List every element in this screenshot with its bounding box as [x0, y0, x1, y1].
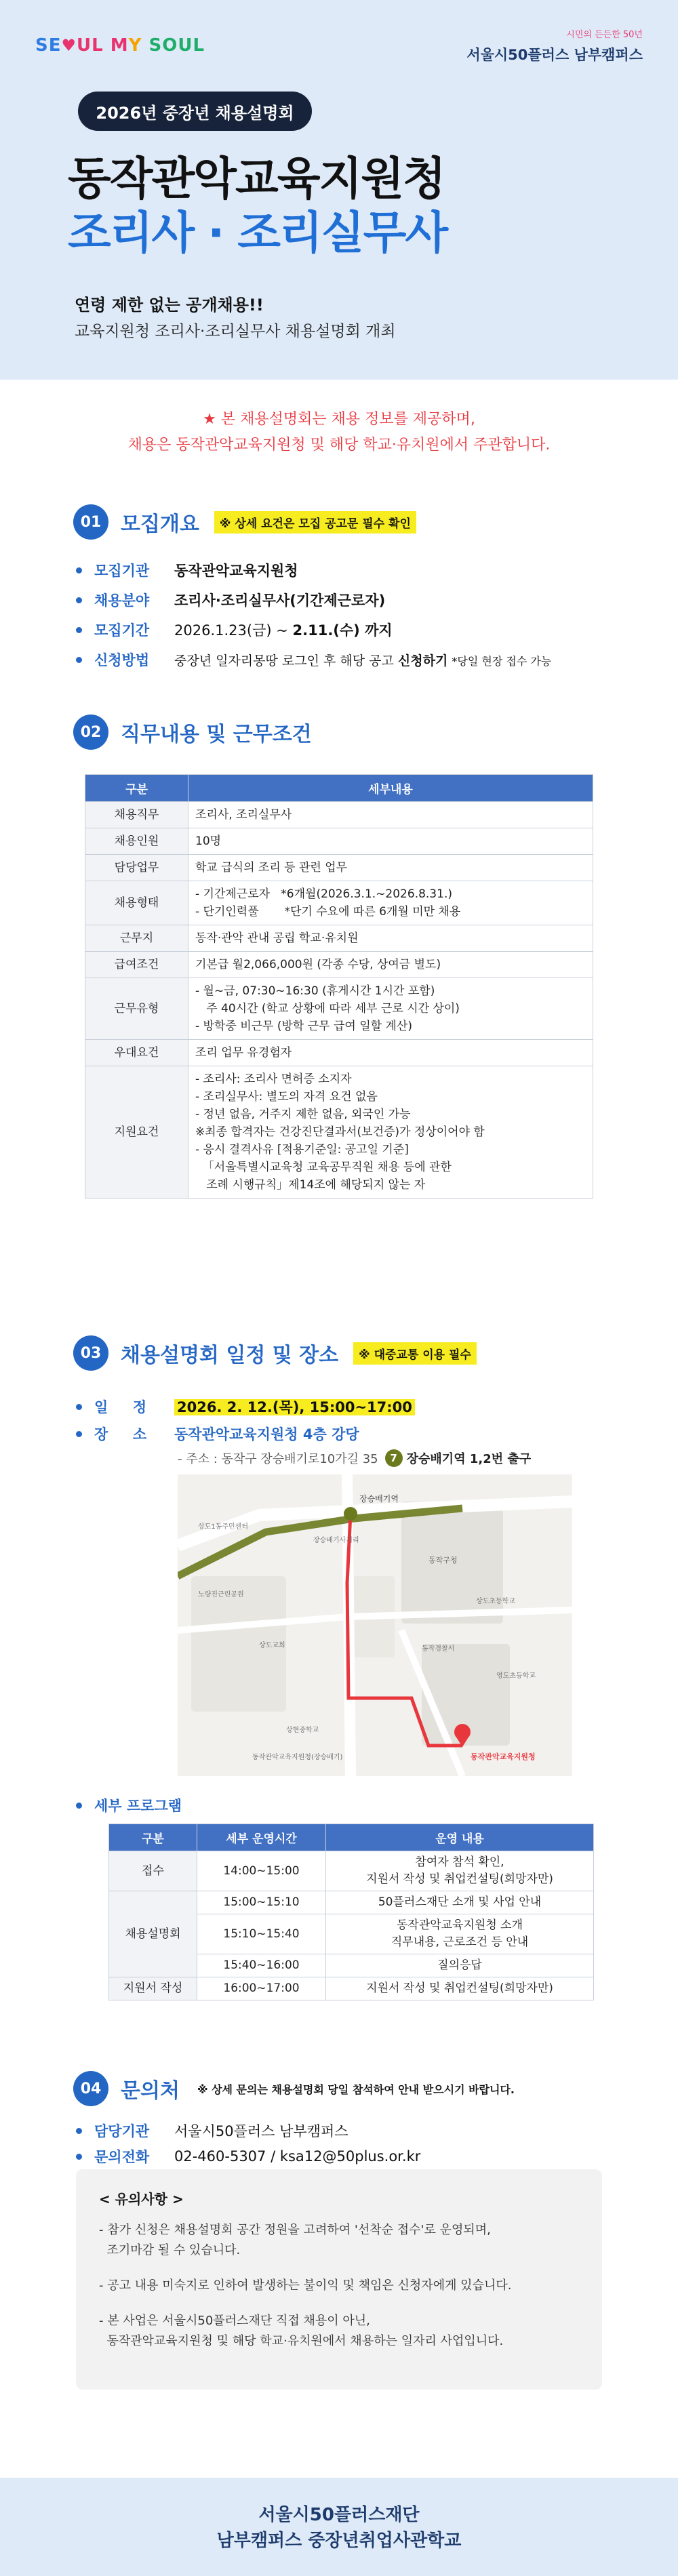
section-note: ※ 상세 문의는 채용설명회 당일 참석하여 안내 받으시기 바랍니다. — [197, 2082, 515, 2096]
bullet-icon — [76, 1431, 82, 1437]
program-desc — [326, 1851, 594, 1891]
row-value-line: - 기간제근로자 *6개월(2026.3.1.~2026.8.31.) — [195, 887, 452, 901]
row-value — [188, 952, 593, 978]
section-number: 03 — [73, 1335, 108, 1371]
footer-line: 서울시50플러스재단 — [258, 2505, 420, 2525]
row-value-line: 학교 급식의 조리 등 관련 업무 — [195, 861, 348, 874]
row-value-line: 조례 시행규칙」제14조에 해당되지 않는 자 — [195, 1178, 426, 1192]
info-row: 채용분야 조리사·조리실무사(기간제근로자) — [76, 590, 385, 610]
info-row: 모집기관 동작관악교육지원청 — [76, 560, 298, 580]
map-label: 상도초등학교 — [476, 1598, 515, 1605]
program-desc-line: 참여자 참석 확인, — [415, 1855, 504, 1869]
map-label: 동작구청 — [428, 1556, 458, 1565]
heart-icon: ♥ — [61, 36, 77, 55]
org-logo — [466, 27, 643, 64]
row-label: 담당업무 — [85, 855, 188, 881]
section-note: ※ 대중교통 이용 필수 — [353, 1342, 477, 1365]
table-header: 세부내용 — [188, 775, 593, 802]
info-row: 장 소 동작관악교육지원청 4층 강당 — [76, 1424, 359, 1444]
section-02-header — [73, 715, 312, 750]
lead-headline: 연령 제한 없는 공개채용!! — [75, 296, 264, 315]
map-label: 노량진근린공원 — [198, 1591, 244, 1598]
map-label: 동작관악교육지원청(장승배기) — [252, 1754, 343, 1761]
table-header: 구분 — [85, 775, 188, 802]
row-value-line: - 조리사: 조리사 면허증 소지자 — [195, 1072, 352, 1086]
program-desc-line: 동작관악교육지원청 소개 — [396, 1918, 523, 1932]
address-row: - 주소 : 동작구 장승배기로10가길 35 7 장승배기역 1,2번 출구 — [178, 1449, 531, 1467]
map-graphic — [178, 1474, 572, 1776]
row-value — [188, 802, 593, 828]
map-station-label: 장승배기역 — [359, 1494, 399, 1504]
map-label: 동작경찰서 — [422, 1645, 455, 1653]
row-value-line: ※최종 합격자는 건강진단결과서(보건증)가 정상이어야 함 — [195, 1125, 485, 1139]
subway-line-7-icon: 7 — [385, 1449, 403, 1467]
section-number: 01 — [73, 504, 108, 540]
program-table — [108, 1824, 594, 2000]
hero-banner — [0, 0, 678, 380]
row-value-line: - 월~금, 07:30~16:30 (휴게시간 1시간 포함) — [195, 984, 435, 998]
page-subtitle: 조리사 · 조리실무사 — [68, 207, 447, 259]
table-row — [85, 802, 593, 828]
program-time: 15:40~16:00 — [197, 1954, 326, 1977]
program-desc-line: 지원서 작성 및 취업컨설팅(희망자만) — [366, 1872, 553, 1886]
bullet-icon — [76, 2128, 82, 2134]
row-label: 채용인원 — [85, 828, 188, 855]
program-category: 채용설명회 — [109, 1891, 197, 1977]
program-category: 지원서 작성 — [109, 1977, 197, 2000]
program-desc — [326, 1954, 594, 1977]
caution-item — [99, 2276, 579, 2296]
section-number: 02 — [73, 715, 108, 750]
row-value-line: 기본급 월2,066,000원 (각종 수당, 상여금 별도) — [195, 958, 441, 971]
section-03-header — [73, 1335, 477, 1371]
section-title: 채용설명회 일정 및 장소 — [121, 1344, 339, 1367]
table-row — [85, 828, 593, 855]
program-category: 접수 — [109, 1851, 197, 1891]
map-dest-label: 동작관악교육지원청 — [471, 1752, 536, 1761]
table-row — [85, 881, 593, 925]
row-label: 근무지 — [85, 925, 188, 952]
bullet-icon — [76, 657, 82, 663]
info-row: 담당기관 서울시50플러스 남부캠퍼스 — [76, 2120, 348, 2141]
row-value — [188, 828, 593, 855]
lead-text: 교육지원청 조리사·조리실무사 채용설명회 개최 — [75, 323, 396, 340]
info-row: 모집기간 2026.1.23(금) ~ 2.11.(수) 까지 — [76, 620, 393, 640]
section-title: 모집개요 — [121, 512, 199, 536]
program-desc-line: 직무내용, 근로조건 등 안내 — [391, 1935, 529, 1949]
caution-title: < 유의사항 > — [99, 2191, 184, 2207]
location-map[interactable] — [178, 1474, 572, 1776]
row-value-line: 「서울특별시교육청 교육공무직원 채용 등에 관한 — [195, 1161, 452, 1174]
event-pill: 2026년 중장년 채용설명회 — [78, 92, 312, 131]
program-time: 16:00~17:00 — [197, 1977, 326, 2000]
table-header: 구분 — [109, 1824, 197, 1851]
row-value-line: - 정년 없음, 거주지 제한 없음, 외국인 가능 — [195, 1108, 411, 1121]
table-row — [85, 1040, 593, 1066]
table-row — [85, 978, 593, 1040]
program-desc-line: 지원서 작성 및 취업컨설팅(희망자만) — [366, 1981, 553, 1995]
map-label: 장승배기사거리 — [313, 1537, 359, 1544]
map-label: 영도초등학교 — [496, 1672, 536, 1680]
page-title: 동작관악교육지원청 — [68, 153, 445, 205]
contact-link[interactable]: 02-460-5307 / ksa12@50plus.or.kr — [174, 2148, 421, 2165]
caution-box — [76, 2169, 602, 2390]
row-value — [188, 978, 593, 1040]
row-value-line: 10명 — [195, 834, 222, 848]
table-row — [85, 925, 593, 952]
caution-item — [99, 2311, 579, 2352]
row-value-line: 동작·관악 관내 공립 학교·유치원 — [195, 931, 359, 945]
footer-line: 남부캠퍼스 중장년취업사관학교 — [216, 2531, 462, 2551]
row-value-line: 조리 업무 유경험자 — [195, 1046, 292, 1060]
seoul-my-soul-logo: SE♥UL MY SOUL — [35, 35, 205, 56]
section-01-header — [73, 504, 416, 540]
table-header: 세부 운영시간 — [197, 1824, 326, 1851]
row-value — [188, 1040, 593, 1066]
row-label: 근무유형 — [85, 978, 188, 1040]
program-desc — [326, 1977, 594, 2000]
program-desc — [326, 1891, 594, 1914]
section-title: 문의처 — [121, 2079, 180, 2103]
program-time: 15:10~15:40 — [197, 1914, 326, 1954]
program-desc — [326, 1914, 594, 1954]
info-row: 일 정 2026. 2. 12.(목), 15:00~17:00 — [76, 1396, 415, 1417]
row-value — [188, 881, 593, 925]
map-label: 상도교회 — [259, 1642, 285, 1649]
map-label: 상도1동주민센터 — [198, 1523, 248, 1531]
row-value-line: - 응시 결격사유 [적용기준일: 공고일 기준] — [195, 1143, 409, 1156]
section-title: 직무내용 및 근무조건 — [121, 723, 312, 746]
row-value-line: - 방학중 비근무 (방학 근무 급여 일할 계산) — [195, 1020, 412, 1033]
table-row — [85, 1066, 593, 1199]
section-number: 04 — [73, 2071, 108, 2106]
footer — [0, 2478, 678, 2576]
row-value-line: - 조리실무사: 별도의 자격 요건 없음 — [195, 1090, 378, 1104]
table-row — [109, 1891, 594, 1914]
table-header: 운영 내용 — [326, 1824, 594, 1851]
row-value-line: 조리사, 조리실무사 — [195, 808, 292, 822]
caution-item — [99, 2220, 579, 2261]
row-value — [188, 925, 593, 952]
row-value-line: - 단기인력풀 *단기 수요에 따른 6개월 미만 채용 — [195, 905, 461, 919]
caution-line: - 참가 신청은 채용설명회 공간 정원을 고려하여 '선착순 접수'로 운영되며, — [99, 2223, 491, 2237]
row-value — [188, 1066, 593, 1199]
org-name: 서울시50플러스 남부캠퍼스 — [466, 47, 643, 63]
table-row — [85, 952, 593, 978]
bullet-icon — [76, 2154, 82, 2160]
caution-line: - 본 사업은 서울시50플러스재단 직접 채용이 아닌, — [99, 2314, 370, 2328]
table-row — [109, 1851, 594, 1891]
table-row — [85, 855, 593, 881]
row-label: 급여조건 — [85, 952, 188, 978]
bullet-icon — [76, 1803, 82, 1809]
star-icon: ★ — [203, 411, 216, 428]
org-tagline: 시민의 든든한 50년 — [566, 30, 643, 40]
section-note: ※ 상세 요건은 모집 공고문 필수 확인 — [214, 511, 416, 534]
bullet-icon — [76, 567, 82, 573]
caution-line: - 공고 내용 미숙지로 인하여 발생하는 불이익 및 책임은 신청자에게 있습니다. — [99, 2278, 512, 2293]
bullet-icon — [76, 1404, 82, 1410]
info-row: 문의전화 02-460-5307 / ksa12@50plus.or.kr — [76, 2146, 420, 2167]
row-label: 채용형태 — [85, 881, 188, 925]
program-time: 15:00~15:10 — [197, 1891, 326, 1914]
bullet-icon — [76, 597, 82, 603]
info-row: 신청방법 중장년 일자리몽땅 로그인 후 해당 공고 신청하기 *당일 현장 접수 가능 — [76, 649, 551, 670]
program-desc-line: 50플러스재단 소개 및 사업 안내 — [378, 1895, 542, 1909]
program-time: 14:00~15:00 — [197, 1851, 326, 1891]
row-value-line: 주 40시간 (학교 상황에 따라 세부 근로 시간 상이) — [195, 1002, 460, 1015]
bullet-icon — [76, 627, 82, 633]
row-label: 채용직무 — [85, 802, 188, 828]
program-heading: 세부 프로그램 — [76, 1795, 182, 1815]
table-row — [109, 1977, 594, 2000]
caution-line: 동작관악교육지원청 및 해당 학교·유치원에서 채용하는 일자리 사업입니다. — [99, 2334, 504, 2348]
program-desc-line: 질의응답 — [437, 1958, 482, 1972]
row-value — [188, 855, 593, 881]
map-label: 상현중학교 — [286, 1727, 319, 1734]
notice: ★ 본 채용설명회는 채용 정보를 제공하며, 채용은 동작관악교육지원청 및 해당 학교·유치원에서 주관합니다. — [127, 411, 551, 454]
job-conditions-table — [85, 774, 593, 1199]
caution-line: 조기마감 될 수 있습니다. — [99, 2243, 241, 2257]
section-04-header — [73, 2071, 515, 2106]
row-label: 우대요건 — [85, 1040, 188, 1066]
row-label: 지원요건 — [85, 1066, 188, 1199]
